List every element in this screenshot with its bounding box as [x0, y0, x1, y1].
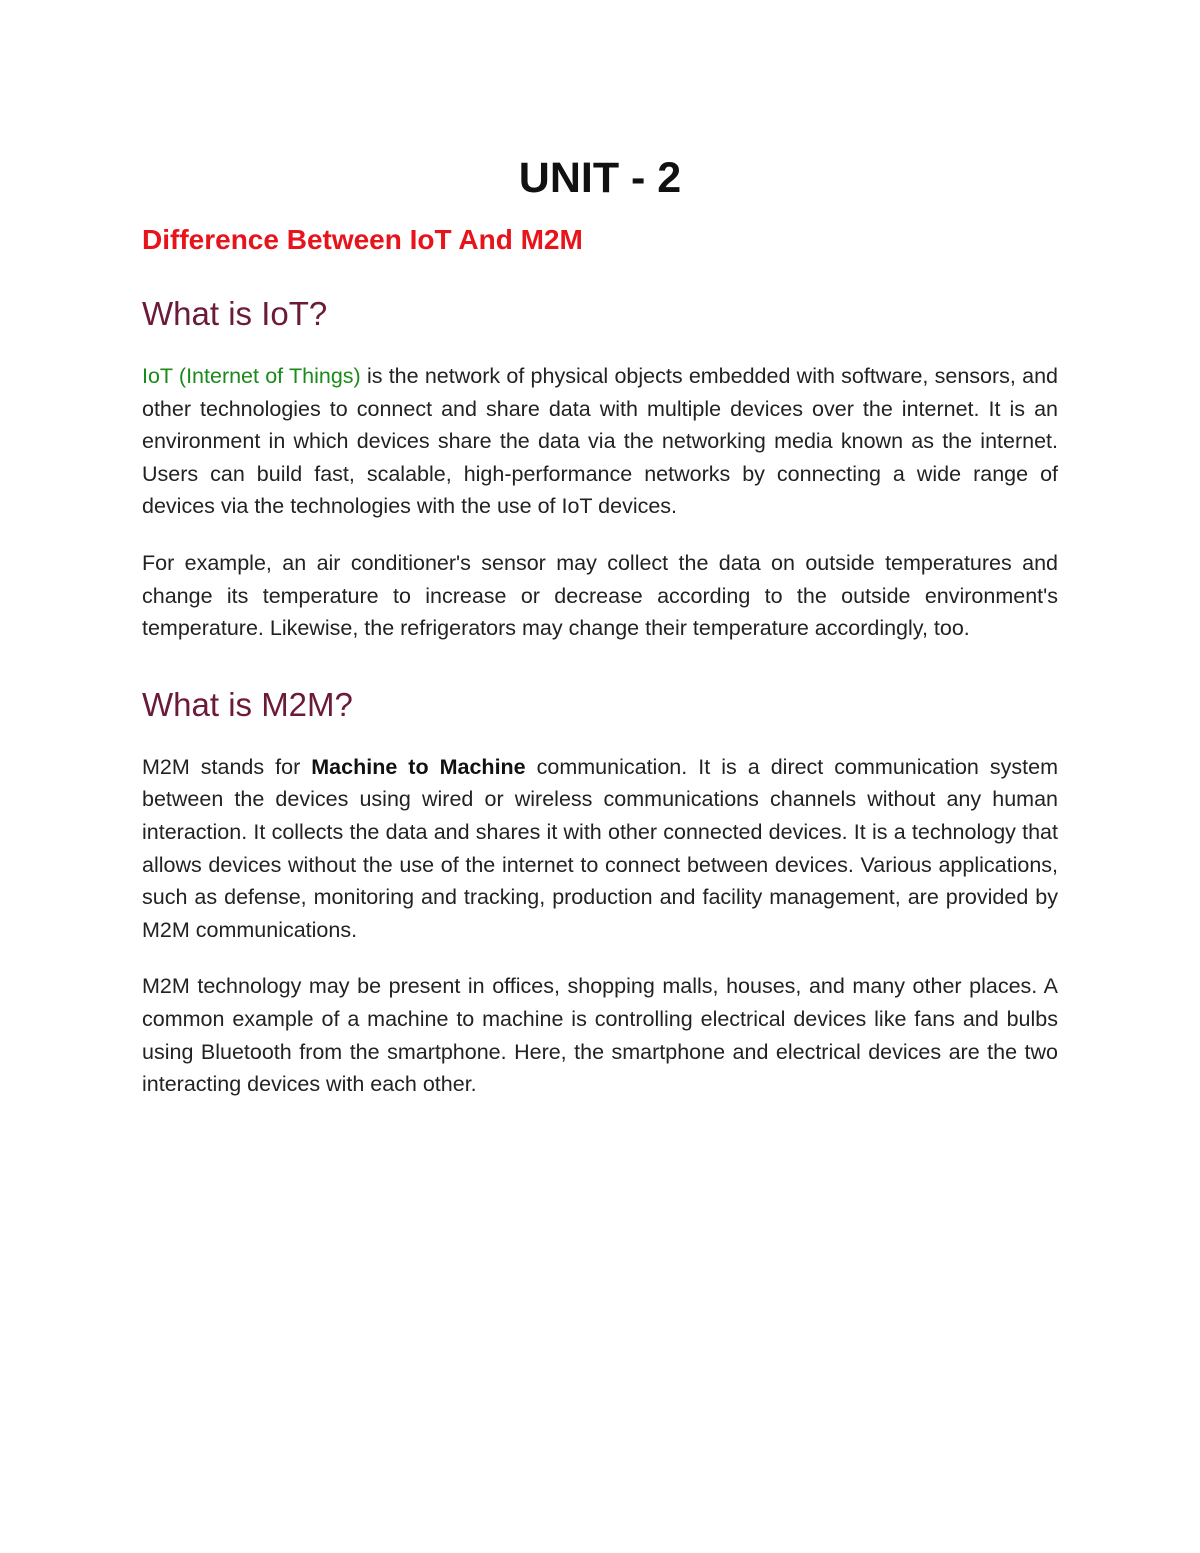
- paragraph-iot-definition: [142, 360, 1058, 523]
- document-subtitle: Difference Between IoT And M2M: [142, 224, 583, 255]
- m2m-definition-text: communication. It is a direct communication system between the devices using wired or wireless communications channels without any human interaction. It collects the data and shares it with other connected devices. It is a technology that allows devices without the use of the internet to connect between devices. Various applications, such as defense, monitoring and tracking, production and facility management, are provided by M2M communications.: [142, 754, 1058, 942]
- paragraph-m2m-example: M2M technology may be present in offices, shopping malls, houses, and many other places. A common example of a machine to machine is controlling electrical devices like fans and bulbs using Bluetooth from the smartphone. Here, the smartphone and electrical devices are the two interacting devices with each other.: [142, 974, 1058, 1097]
- unit-title: UNIT - 2: [518, 154, 682, 202]
- paragraph-iot-example: For example, an air conditioner's sensor may collect the data on outside temperatures and change its temperature to increase or decrease according to the outside environment's temperature. Likewise, the refrigerators may change their temperature accordingly, too.: [142, 550, 1058, 641]
- document-page: [142, 150, 1058, 1101]
- m2m-definition-intro: M2M stands for: [142, 754, 312, 779]
- section-heading-m2m: What is M2M?: [142, 685, 353, 723]
- section-heading-iot: What is IoT?: [142, 295, 328, 332]
- m2m-term-bold: Machine to Machine: [311, 754, 526, 779]
- iot-term-highlight: IoT (Internet of Things): [142, 364, 361, 388]
- iot-definition-text: is the network of physical objects embedded with software, sensors, and other technologies to connect and share data with multiple devices over the internet. It is an environment in which devices share the data via the networking media known as the internet. Users can build fast, scalable, high-performance networks by connecting a wide range of devices via the technologies with the use of IoT devices.: [142, 364, 1058, 519]
- paragraph-m2m-definition: [142, 751, 1058, 947]
